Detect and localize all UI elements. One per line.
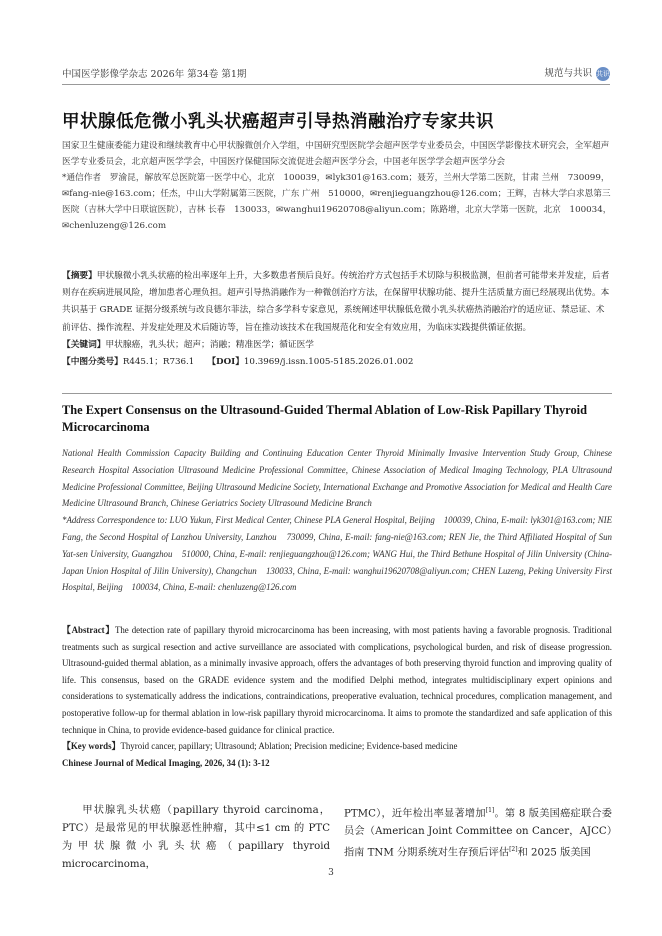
abstract-en — [62, 622, 612, 738]
body-right-text-c: 和 2025 版美国 — [517, 847, 591, 859]
body-text — [62, 802, 612, 874]
reference-2[interactable]: [2] — [509, 846, 518, 854]
abstract-divider — [62, 393, 612, 394]
reference-1[interactable]: [1] — [485, 807, 495, 814]
page-number: 3 — [328, 868, 334, 878]
body-right-text-a: PTMC），近年检出率显著增加 — [344, 808, 486, 820]
keywords-zh-label: 【关键词】 — [62, 339, 106, 350]
body-left-column — [62, 802, 330, 874]
section-label: 规范与共识 — [544, 68, 592, 79]
abstract-en-block — [62, 622, 612, 771]
clc-label: 【中图分类号】 — [62, 357, 123, 368]
organizations-zh: 国家卫生健康委能力建设和继续教育中心甲状腺微创介入学组，中国研究型医院学会超声医学专业委员会，中国医学影像技术研究会，全军超声医学专业委员会，北京超声医学学会，中国医疗保健国际交流促进会超声医学分会，中国老年医学学会超声医学分会 — [62, 141, 610, 167]
abstract-zh — [62, 268, 612, 337]
authors-en — [62, 445, 612, 596]
body-right-column — [344, 802, 612, 874]
doi-label: 【DOI】 — [211, 357, 244, 368]
abstract-zh-block — [62, 268, 612, 371]
keywords-en-label: 【Key words】 — [62, 741, 121, 752]
section-label-wrap — [544, 65, 610, 81]
journal-info: 中国医学影像学杂志 2026年 第34卷 第1期 — [62, 69, 247, 80]
correspondence-en: *Address Correspondence to: LUO Yukun, First Medical Center, Chinese PLA General Hospital, Beijing 100039, China, E-mail: lyk301@163.com; NIE Fang, the Second Hospital of Lanzhou University, Lanzhou 730099, China, E-mail: fang-nie@163.com; REN Jie, the Third Affiliated Hospital of Sun Yat-sen University, Guangzhou 510000, China, E-mail: renjieguangzhou@126.com; WANG Hui, the Third Bethune Hospital of Jilin University (China-Japan Union Hospital of Jilin University), Changchun 130033, China, E-mail: wanghui19620708@aliyun.com; CHEN Luzeng, Peking University First Hospital, Beijing 100034, China, E-mail: chenluzeng@126.com — [62, 515, 612, 593]
correspondence-zh: *通信作者 罗渝昆，解放军总医院第一医学中心，北京 100039，✉lyk301@163.com；聂芳，兰州大学第二医院，甘肃 兰州 730099，✉fang-nie@163.com；任杰，中山大学附属第三医院，广东 广州 510000，✉renjieguangzhou@126.com；王辉，吉林大学白求恩第三医院（吉林大学中日联谊医院），吉林 长春 130033，✉wanghui19620708@aliyun.com；陈路增，北京大学第一医院，北京 100034，✉chenluzeng@126.com — [62, 173, 612, 231]
classification-line — [62, 354, 612, 371]
abstract-zh-label: 【摘要】 — [62, 271, 97, 281]
title-en: The Expert Consensus on the Ultrasound-Guided Thermal Ablation of Low-Risk Papillary Thyroid Microcarcinoma — [62, 403, 587, 434]
title-zh: 甲状腺低危微小乳头状癌超声引导热消融治疗专家共识 — [62, 112, 494, 132]
keywords-zh — [62, 337, 612, 354]
abstract-zh-text: 甲状腺微小乳头状癌的检出率逐年上升，大多数患者预后良好。传统治疗方式包括手术切除与积极监测，但前者可能带来并发症，后者则存在疾病进展风险，增加患者心理负担。超声引导热消融作为一种微创治疗方法，在保留甲状腺功能、提升生活质量方面已经展现出优势。本共识基于 GRADE 证据分级系统与改良德尔菲法，综合多学科专家意见，系统阐述甲状腺低危微小乳头状癌热消融治疗的适应证、禁忌证、术前评估、操作流程、并发症处理及术后随访等，旨在推动该技术在我国规范化和安全有效应用，为临床实践提供循证依据。 — [62, 271, 610, 333]
doi-value: 10.3969/j.issn.1005-5185.2026.01.002 — [243, 357, 414, 368]
running-header — [62, 64, 610, 82]
clc-value: R445.1；R736.1 — [122, 357, 195, 368]
body-right-text-b: 。第 8 版美国癌症联合委员会（American Joint Committee on Cancer，AJCC）指南 TNM 分期系统对生存预后评估 — [344, 808, 612, 859]
keywords-en — [62, 738, 612, 755]
citation: Chinese Journal of Medical Imaging, 2026, 34 (1): 3-12 — [62, 757, 270, 768]
keywords-zh-text: 甲状腺癌，乳头状；超声；消融；精准医学；循证医学 — [105, 339, 314, 350]
abstract-en-text: The detection rate of papillary thyroid microcarcinoma has been increasing, with most patients having a favorable prognosis. Traditional treatments such as surgical resection and active surveillance are associated with complications, psychological burden, and risk of disease progression. Ultrasound-guided thermal ablation, as a minimally invasive approach, offers the advantages of both preserving thyroid function and improving quality of life. This consensus, based on the GRADE evidence system and the modified Delphi method, integrates multidisciplinary expert opinions and considerations to systematically address the indications, contraindications, preoperative evaluation, technical procedures, complication management, and postoperative follow-up for thermal ablation in low-risk papillary thyroid microcarcinoma. It aims to promote the standardized and safe application of this technique in China, to provide evidence-based guidance for clinical practice. — [62, 625, 612, 735]
consensus-badge-icon: 共识 — [596, 67, 610, 81]
organizations-en: National Health Commission Capacity Building and Continuing Education Center Thyroid Minimally Invasive Intervention Study Group, Chinese Research Hospital Association Ultrasound Medicine Professional Committee, Chinese Association of Medical Imaging Technology, PLA Ultrasound Medicine Professional Committee, Beijing Ultrasound Medicine Society, International Exchange and Promotive Association for Medical and Health Care Medicine Ultrasound Branch, Chinese Geriatrics Society Ultrasound Medicine Branch — [62, 448, 612, 509]
header-divider — [62, 84, 610, 85]
abstract-en-label: 【Abstract】 — [62, 625, 115, 635]
body-right-para — [344, 802, 612, 863]
keywords-en-text: Thyroid cancer, papillary; Ultrasound; Ablation; Precision medicine; Evidence-based medicine — [120, 741, 458, 752]
body-left-text: 甲状腺乳头状癌（papillary thyroid carcinoma，PTC）是最常见的甲状腺恶性肿瘤，其中≤1 cm 的 PTC 为甲状腺微小乳头状癌（papillary thyroid microcarcinoma， — [62, 805, 330, 870]
authors-zh — [62, 138, 612, 234]
